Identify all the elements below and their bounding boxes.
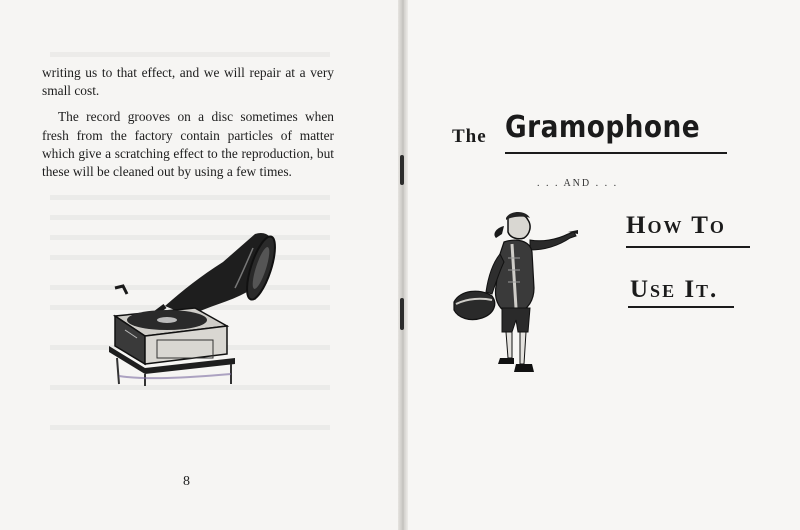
paragraph-2: The record grooves on a disc sometimes when fresh from the factory contain particles of matter which give a scratching effect to the reproduction, but these will be cleaned out by using a few times. — [42, 109, 334, 180]
title-underline — [505, 152, 727, 154]
paragraph-1: writing us to that effect, and we will repair at a very small cost. — [42, 65, 334, 99]
title-prefix: The — [452, 126, 487, 147]
body-text — [42, 64, 334, 181]
subtitle-line-1-text: How To — [626, 212, 726, 239]
subtitle-underline — [626, 246, 750, 248]
page-number: 8 — [183, 474, 190, 489]
binding-stitch — [400, 155, 404, 185]
subtitle-line-2 — [630, 276, 718, 304]
gramophone-illustration — [105, 228, 285, 388]
binding-stitch — [400, 298, 404, 330]
subtitle-underline — [628, 306, 734, 308]
title-main: Gramophone — [505, 110, 701, 145]
book-gutter — [398, 0, 408, 530]
subtitle-line-2-text: Use It. — [630, 276, 719, 303]
pointing-boy-illustration — [446, 208, 581, 383]
subtitle-line-1 — [626, 212, 726, 240]
connector-text: . . . AND . . . — [537, 178, 619, 189]
